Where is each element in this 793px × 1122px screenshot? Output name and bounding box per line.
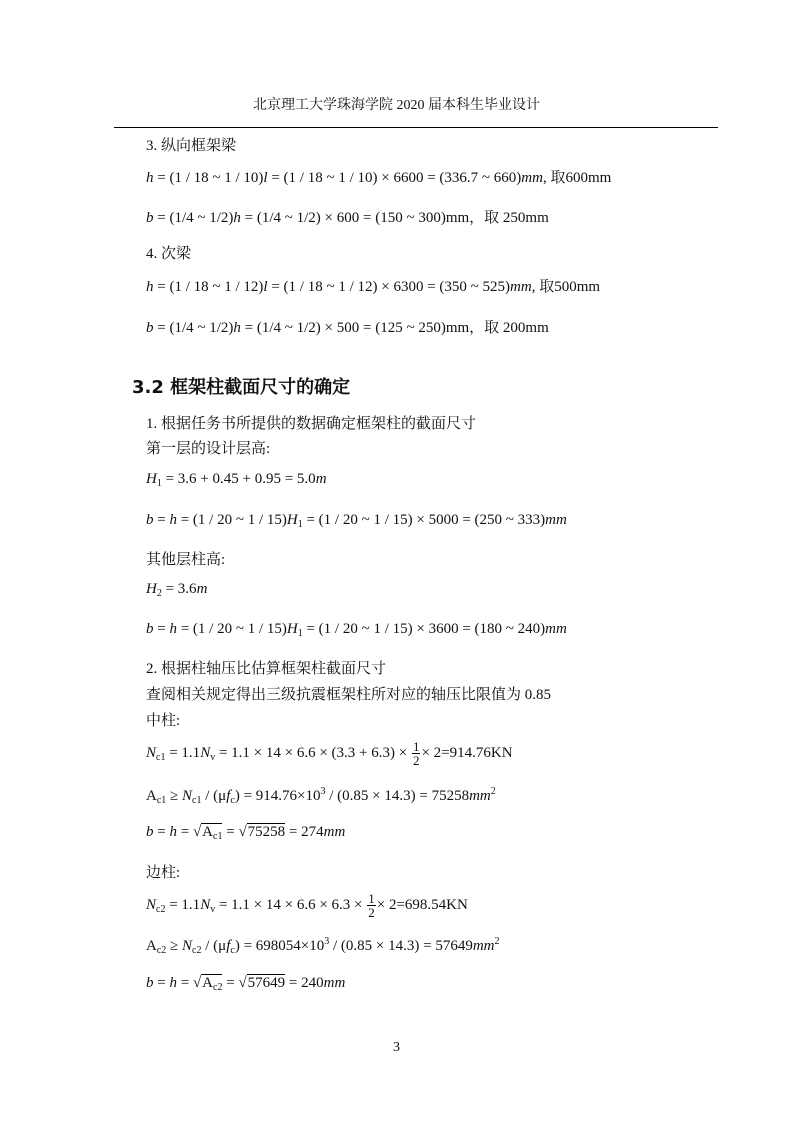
heading-longitudinal-beam: 3. 纵向框架梁 xyxy=(146,138,237,154)
equation-column-b-first: b = h = (1 / 20 ~ $1 / 15)H_1 = (1 / 20$ ~ 1 / 15) × 5000 = (250 ~ 333)mm xyxy=(146,512,567,530)
heading-secondary-beam: 4. 次梁 xyxy=(146,246,192,262)
item-1-text: 1. 根据任务书所提供的数据确定框架柱的截面尺寸 xyxy=(146,416,477,432)
middle-column-label: 中柱: xyxy=(146,713,181,729)
header-rule xyxy=(114,127,718,128)
section-title: 3.2 框架柱截面尺寸的确定 xyxy=(132,377,351,398)
equation-secbeam-h: h = (1 / 18 ~ 1 / 12)l = (1 / 18 ~ 1 / 12) × 6300 = (350 ~ 525)mm, 取500mm xyxy=(146,279,601,295)
equation-H2: $H_2 = 3.6m$ xyxy=(146,581,208,599)
equation-Nc2: $N_{c2} = 1.1N_v = 1.1 \times 14 \times 6.6 \times 6.3$ × $\frac{1}{2}$ × 2=698.54KN xyxy=(146,891,468,920)
first-floor-label: 第一层的设计层高: xyxy=(146,441,271,457)
equation-longbeam-h: h = (1 / 18 ~ 1 / 10)l = (1 / 18 ~ 1 / 10) × 6600 = (336.7 ~ 660)mm, 取600mm xyxy=(146,170,612,186)
equation-bc1: $b = h = √A_{c1} = √75258 = 274mm$ xyxy=(146,824,346,842)
fraction-one-half: $\frac{1}{2}$ xyxy=(412,739,420,768)
equation-H1: $H_1 = 3.6 + 0.45 + 0.95 = 5.0m$ xyxy=(146,471,327,489)
equation-Nc1: $N_{c1} = 1.1N_v = 1.1 \times 14 \times 6.6 \times (3.3 + 6.3)$ × $\frac{1}{2}$ × 2=914.76KN xyxy=(146,739,513,768)
edge-column-label: 边柱: xyxy=(146,865,181,881)
equation-bc2: $b = h = √A_{c2} = √57649 = 240mm$ xyxy=(146,975,346,993)
fraction-one-half: $\frac{1}{2}$ xyxy=(368,891,375,920)
other-floor-label: 其他层柱高: xyxy=(146,552,226,568)
item-2-text: 2. 根据柱轴压比估算框架柱截面尺寸 xyxy=(146,661,387,677)
page-header: 北京理工大学珠海学院 2020 届本科生毕业设计 xyxy=(253,98,540,113)
axial-ratio-note: 查阅相关规定得出三级抗震框架柱所对应的轴压比限值为 0.85 xyxy=(146,687,552,703)
equation-Ac1: $A_{c1} \ge N_{c1} / (\mu f_c) = 914.76\times 10^3 / (0.85 \times 14.3) = 75258mm^2$ xyxy=(146,786,496,806)
equation-secbeam-b: b = (1/4 ~ 1/2)h = (1/4 ~ 1/2) × 500 = (125 ~ 250)mm，取 200mm xyxy=(146,320,549,336)
page-number: 3 xyxy=(393,1040,400,1055)
equation-longbeam-b: b = (1/4 ~ 1/2)h = (1/4 ~ 1/2) × 600 = (150 ~ 300)mm，取 250mm xyxy=(146,210,549,226)
equation-column-b-other: b = h = (1 / 20 ~ $1 / 15)H_1 = (1 / 20$ ~ 1 / 15) × 3600 = (180 ~ 240)mm xyxy=(146,621,567,639)
equation-Ac2: $A_{c2} \ge N_{c2} / (\mu f_c) = 698054\times 10^3 / (0.85 \times 14.3) = 57649mm^2$ xyxy=(146,936,500,956)
